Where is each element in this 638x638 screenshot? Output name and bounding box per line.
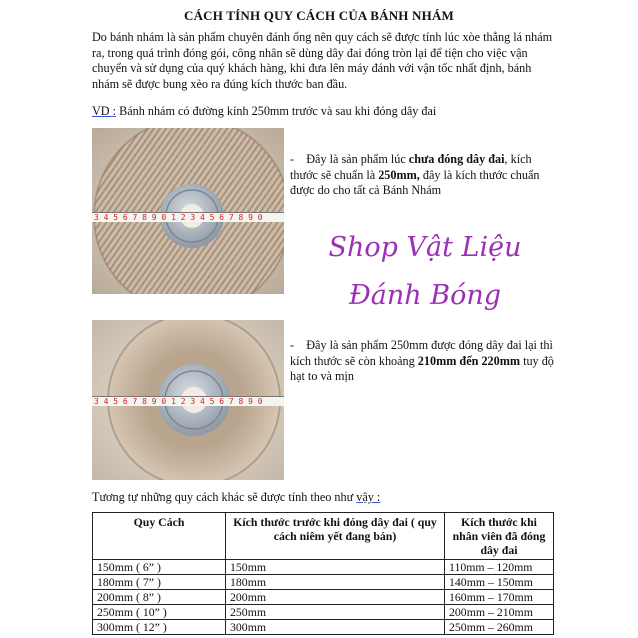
cell-after: 110mm – 120mm [445, 560, 554, 575]
table-row [93, 605, 554, 620]
bullet-banded [290, 338, 560, 385]
cell-spec: 300mm ( 12” ) [93, 620, 226, 635]
header-before-banding: Kích thước trước khi đóng dây đai ( quy cách niêm yết đang bán) [226, 513, 445, 560]
cell-before: 300mm [226, 620, 445, 635]
bullet-unbanded [290, 152, 560, 199]
bullet-text: đây là kích thước chuẩn được do cho tất cả Bánh Nhám [290, 167, 540, 198]
cell-before: 250mm [226, 605, 445, 620]
cell-after: 160mm – 170mm [445, 590, 554, 605]
bullet-text: Đây là sản phẩm lúc [306, 152, 409, 166]
bullet-bold: 210mm đến 220mm [417, 353, 521, 368]
bullet-text: Đây là sản phẩm 250mm được đóng dây đai lại thì kích thước sẽ còn khoảng [290, 338, 553, 368]
bullet-dash: - [290, 152, 295, 166]
similar-underlined: vậy : [356, 490, 381, 504]
table-header-row [93, 513, 554, 560]
flap-wheel-banded-image [92, 320, 284, 480]
example-line [92, 104, 562, 119]
header-quy-cach: Quy Cách [93, 513, 226, 560]
header-after-banding: Kích thước khi nhân viên đã đóng dây đai [445, 513, 554, 560]
bullet-text: tuy độ hạt to và mịn [290, 353, 554, 384]
cell-after: 200mm – 210mm [445, 605, 554, 620]
example-prefix: VD : [92, 104, 117, 118]
example-text: Bánh nhám có đường kính 250mm trước và sau khi đóng dây đai [116, 104, 437, 118]
watermark-line-1: Shop Vật Liệu [328, 232, 522, 263]
cell-spec: 250mm ( 10” ) [93, 605, 226, 620]
cell-spec: 200mm ( 8” ) [93, 590, 226, 605]
table-row [93, 560, 554, 575]
similar-note [92, 490, 380, 505]
bullet-text: , kích thước sẽ chuẩn là [290, 152, 532, 182]
flap-wheel-photo-banded [92, 320, 284, 480]
table-row [93, 575, 554, 590]
size-table [92, 512, 554, 635]
table-row [93, 620, 554, 635]
flap-wheel-photo-unbanded [92, 128, 284, 294]
intro-paragraph: Do bánh nhám là sản phẩm chuyên đánh ống nên quy cách sẽ được tính lúc xòe thẳng lá nhám ra, trong quá trình đóng gói, công nhân sẽ dùng dây đai đóng tròn lại để tiện cho việc vận chuyển và sử dụng của quý khách hàng, khi đưa lên máy đánh với vận tốc nhất định, bánh nhám sẽ được bung xèo ra đúng kích thước ban đầu. [92, 30, 553, 91]
watermark-line-2: Đánh Bóng [348, 280, 502, 311]
bullet-bold: chưa đóng dây đai [408, 152, 505, 166]
bullet-bold: 250mm, [378, 167, 420, 182]
bullet-dash: - [290, 338, 295, 352]
cell-after: 250mm – 260mm [445, 620, 554, 635]
cell-after: 140mm – 150mm [445, 575, 554, 590]
cell-before: 180mm [226, 575, 445, 590]
ruler-digits: 3 4 5 6 7 8 9 0 1 2 3 4 5 6 7 8 9 0 [94, 213, 263, 222]
page-title: CÁCH TÍNH QUY CÁCH CỦA BÁNH NHÁM [183, 8, 455, 23]
flap-wheel-image [92, 128, 284, 294]
cell-before: 150mm [226, 560, 445, 575]
table-row [93, 590, 554, 605]
ruler-digits: 3 4 5 6 7 8 9 0 1 2 3 4 5 6 7 8 9 0 [94, 397, 263, 406]
cell-spec: 150mm ( 6” ) [93, 560, 226, 575]
cell-spec: 180mm ( 7” ) [93, 575, 226, 590]
cell-before: 200mm [226, 590, 445, 605]
similar-text: Tương tự những quy cách khác sẽ được tính theo như [92, 490, 357, 504]
